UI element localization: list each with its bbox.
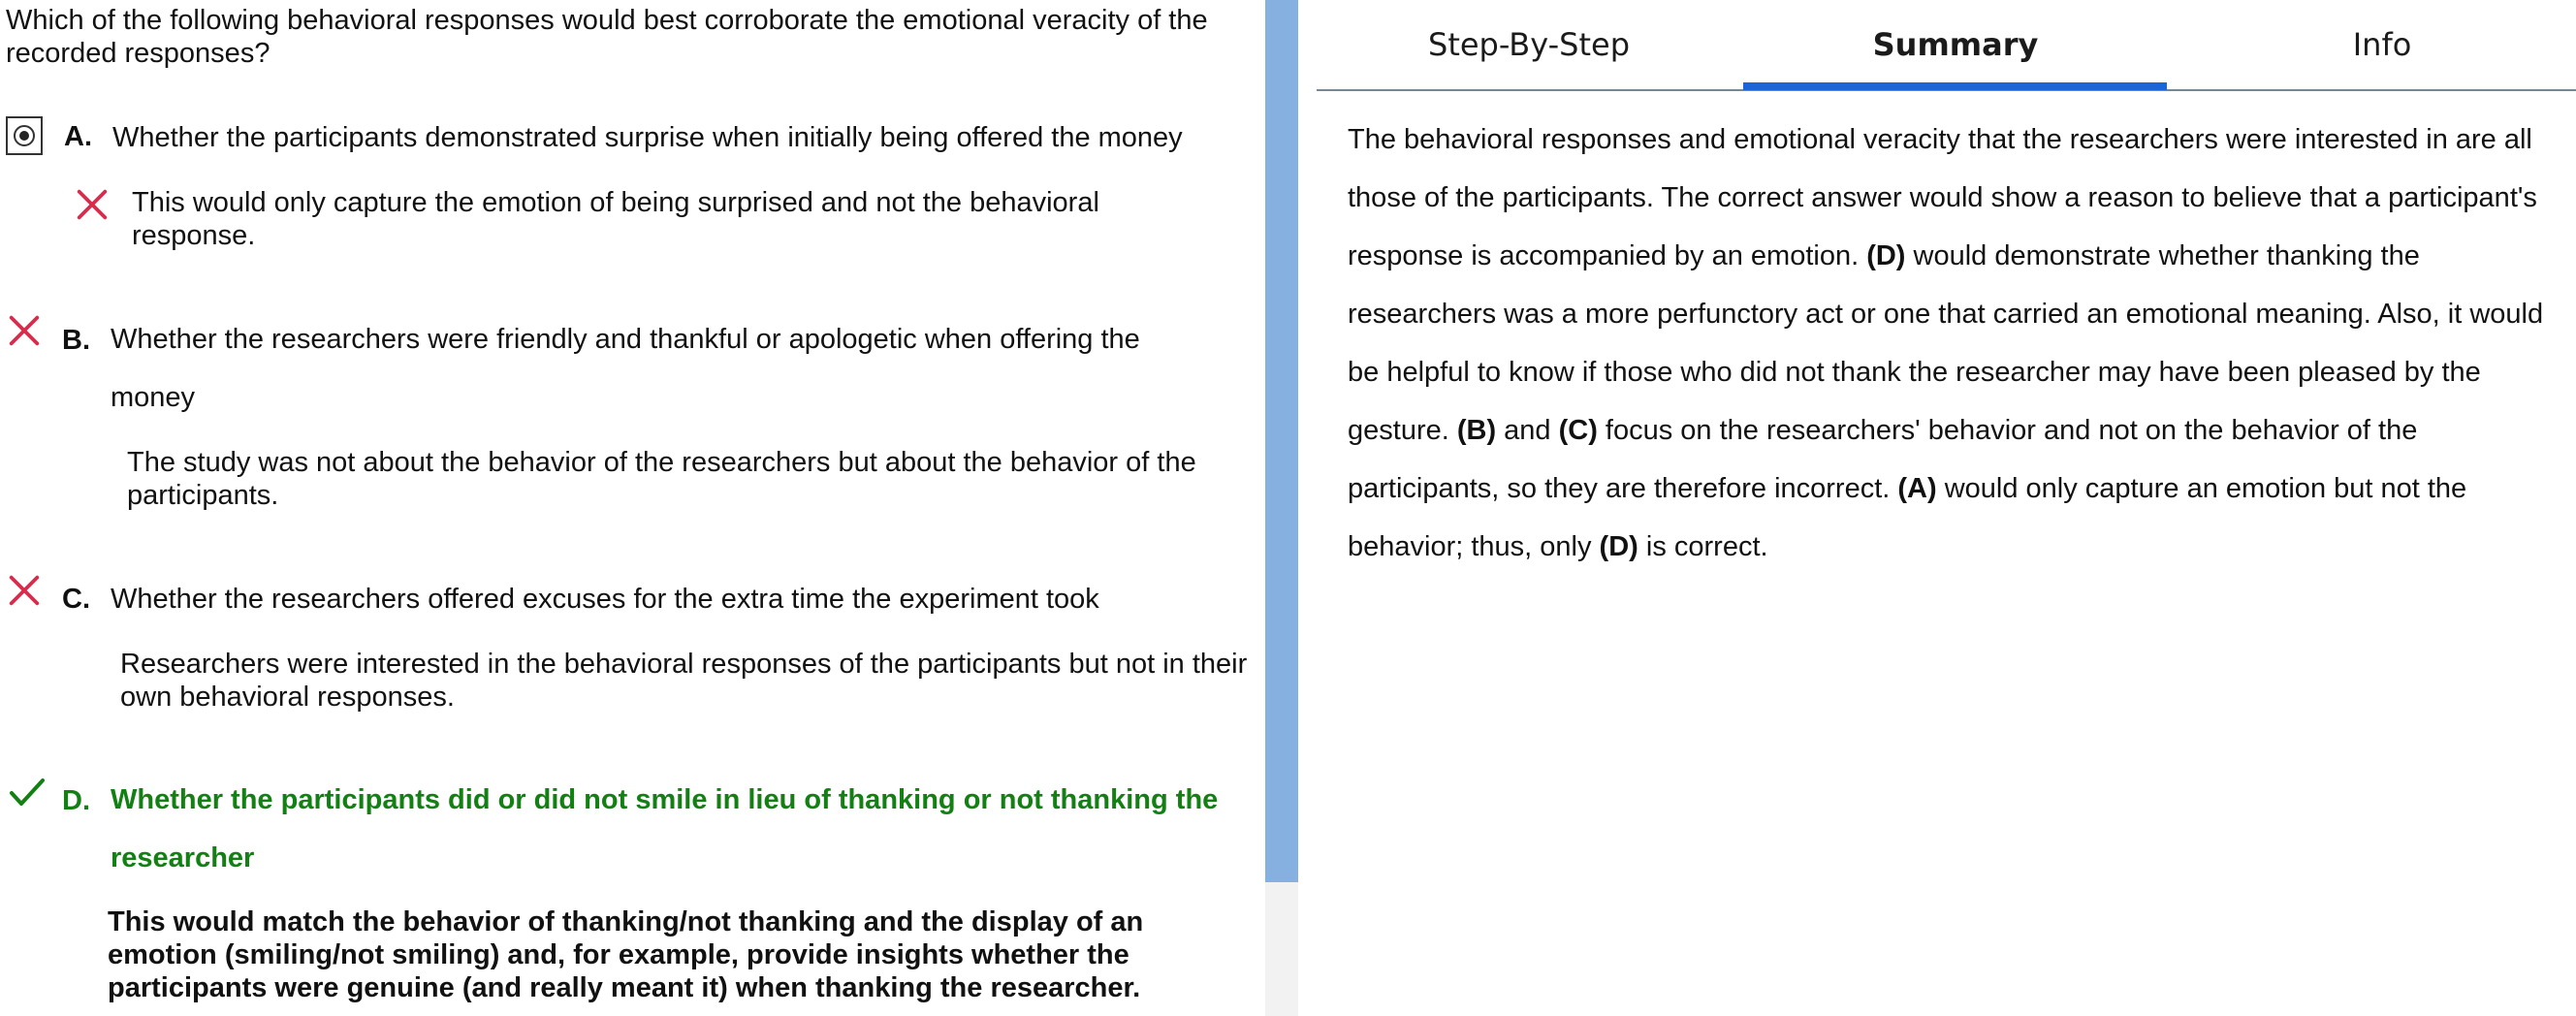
- summary-segment-1: The behavioral responses and emotional veracity that the researchers were interested in are all those of the participants. The correct answer would show a reason to believe that a participant's response is accompanied by an emotion.: [1348, 124, 2537, 271]
- explanation-pane: [1317, 0, 2576, 1016]
- option-a-text[interactable]: Whether the participants demonstrated surprise when initially being offered the money: [112, 122, 1183, 153]
- option-c-text[interactable]: Whether the researchers offered excuses for the extra time the experiment took: [111, 584, 1099, 615]
- summary-answer-c: (C): [1558, 415, 1598, 446]
- option-a-feedback-x-icon: [74, 186, 111, 223]
- option-c-x-icon: [6, 572, 43, 609]
- radio-dot-icon: [19, 131, 29, 141]
- option-c-letter: C.: [62, 584, 90, 615]
- option-b-letter: B.: [62, 325, 90, 356]
- summary-answer-b: (B): [1456, 415, 1497, 446]
- option-d-letter: D.: [62, 785, 90, 816]
- summary-segment-6: is correct.: [1638, 531, 1768, 562]
- tab-summary[interactable]: Summary: [1872, 26, 2039, 63]
- option-b-feedback: The study was not about the behavior of the researchers but about the behavior of the participants.: [127, 447, 1196, 511]
- tab-bar: [1317, 0, 2576, 91]
- option-c-feedback: Researchers were interested in the behavioral responses of the participants but not in their own behavioral responses.: [120, 649, 1248, 713]
- summary-text: [1348, 111, 2555, 576]
- summary-answer-a: (A): [1897, 473, 1937, 504]
- summary-answer-d: (D): [1866, 240, 1906, 271]
- active-tab-indicator: [1743, 82, 2167, 90]
- option-d-check-icon: [8, 776, 47, 810]
- option-d-text[interactable]: Whether the participants did or did not smile in lieu of thanking or not thanking the researcher: [111, 784, 1219, 873]
- radio-selected-icon: [14, 125, 35, 146]
- option-b-text[interactable]: Whether the researchers were friendly and thankful or apologetic when offering the money: [111, 324, 1140, 413]
- option-a-radio[interactable]: [6, 116, 43, 155]
- option-a-letter: A.: [64, 121, 92, 152]
- option-d-feedback: This would match the behavior of thanking/not thanking and the display of an emotion (smiling/not smiling) and, for example, provide insights whether the participants were genuine (and really meant it) when thanking the researcher.: [108, 906, 1144, 1003]
- option-a-feedback: This would only capture the emotion of being surprised and not the behavioral response.: [132, 187, 1099, 251]
- summary-answer-d-final: (D): [1599, 531, 1638, 562]
- option-b-x-icon: [6, 312, 43, 349]
- question-pane[interactable]: [0, 0, 1265, 1016]
- tab-info[interactable]: Info: [2352, 26, 2412, 63]
- summary-segment-5: would only capture an emotion but not the behavior; thus, only: [1348, 473, 2467, 562]
- scrollbar-thumb[interactable]: [1265, 0, 1298, 882]
- question-text: Which of the following behavioral responses would best corroborate the emotional veracity of the recorded responses?: [6, 5, 1208, 69]
- summary-segment-4: focus on the researchers' behavior and not on the behavior of the participants, so they are therefore incorrect.: [1348, 415, 2418, 504]
- tab-step-by-step[interactable]: Step-By-Step: [1428, 26, 1630, 63]
- summary-segment-2: would demonstrate whether thanking the researchers was a more perfunctory act or one that carried an emotional meaning. Also, it would be helpful to know if those who did not thank the researcher may have been pleased by the gesture.: [1348, 240, 2544, 446]
- summary-segment-3: and: [1496, 415, 1559, 446]
